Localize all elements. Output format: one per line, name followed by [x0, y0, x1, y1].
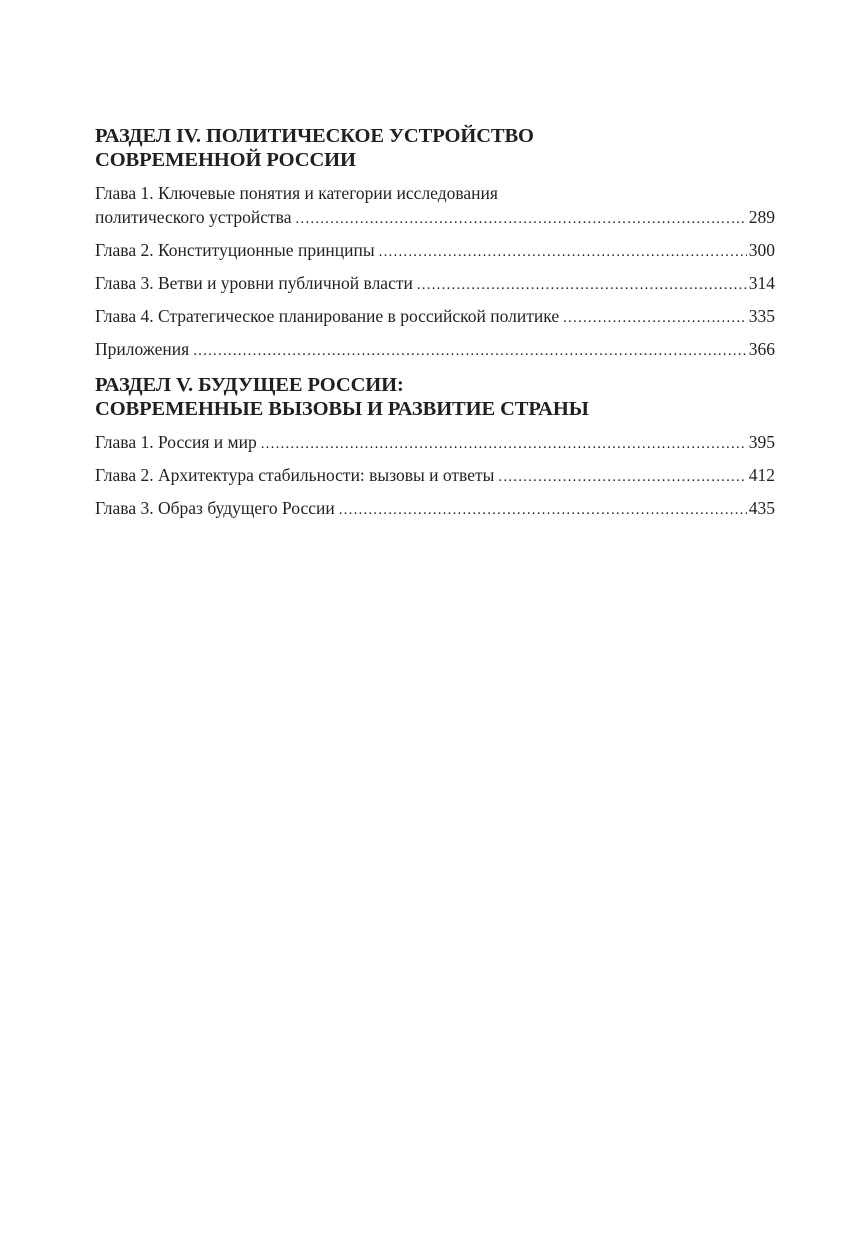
- dot-leader: [498, 465, 746, 489]
- toc-entry[interactable]: [95, 271, 775, 297]
- toc-entry[interactable]: [95, 337, 775, 363]
- section-title-line-2: СОВРЕМЕННОЙ РОССИИ: [95, 149, 356, 171]
- toc-page-number: 314: [748, 273, 775, 293]
- dot-leader: [261, 432, 747, 456]
- section-title: [95, 124, 775, 172]
- toc-page-number: 366: [748, 339, 775, 359]
- toc-page-number: 300: [748, 240, 775, 260]
- toc-page-number: 435: [748, 498, 775, 518]
- toc-entry[interactable]: [95, 496, 775, 522]
- section-title-line-1: РАЗДЕЛ V. БУДУЩЕЕ РОССИИ:: [95, 374, 404, 396]
- dot-leader: [193, 339, 747, 363]
- toc-page-number: 395: [748, 432, 775, 452]
- dot-leader: [563, 306, 747, 330]
- toc-entry-title: Глава 3. Образ будущего России: [95, 498, 335, 518]
- toc-entry-title: Глава 2. Конституционные принципы: [95, 240, 375, 260]
- toc-entry-title: Глава 3. Ветви и уровни публичной власти: [95, 273, 413, 293]
- toc-entry-title: Глава 4. Стратегическое планирование в российской политике: [95, 306, 560, 326]
- toc-page-number: 335: [748, 306, 775, 326]
- toc-entry-title-line-1: Глава 1. Ключевые понятия и категории исследования: [95, 183, 498, 203]
- toc-entry[interactable]: [95, 304, 775, 330]
- section-title-line-1: РАЗДЕЛ IV. ПОЛИТИЧЕСКОЕ УСТРОЙСТВО: [95, 125, 534, 147]
- toc-entry[interactable]: [95, 463, 775, 489]
- toc-entry-title: Глава 2. Архитектура стабильности: вызовы и ответы: [95, 465, 495, 485]
- dot-leader: [339, 498, 747, 522]
- toc-page-number: 412: [748, 465, 775, 485]
- dot-leader: [295, 207, 746, 231]
- dot-leader: [379, 240, 747, 264]
- toc-entry[interactable]: [95, 430, 775, 456]
- table-of-contents: [95, 124, 775, 529]
- dot-leader: [417, 273, 747, 297]
- section-title: [95, 373, 775, 421]
- toc-entry[interactable]: [95, 238, 775, 264]
- toc-entry-title: Глава 1. Россия и мир: [95, 432, 257, 452]
- toc-entry-title: политического устройства: [95, 207, 292, 227]
- section-title-line-2: СОВРЕМЕННЫЕ ВЫЗОВЫ И РАЗВИТИЕ СТРАНЫ: [95, 398, 589, 420]
- toc-section-v: [95, 373, 775, 522]
- toc-entry-title: Приложения: [95, 339, 190, 359]
- toc-section-iv: [95, 124, 775, 363]
- toc-entry[interactable]: [95, 181, 775, 231]
- toc-page-number: 289: [748, 207, 775, 227]
